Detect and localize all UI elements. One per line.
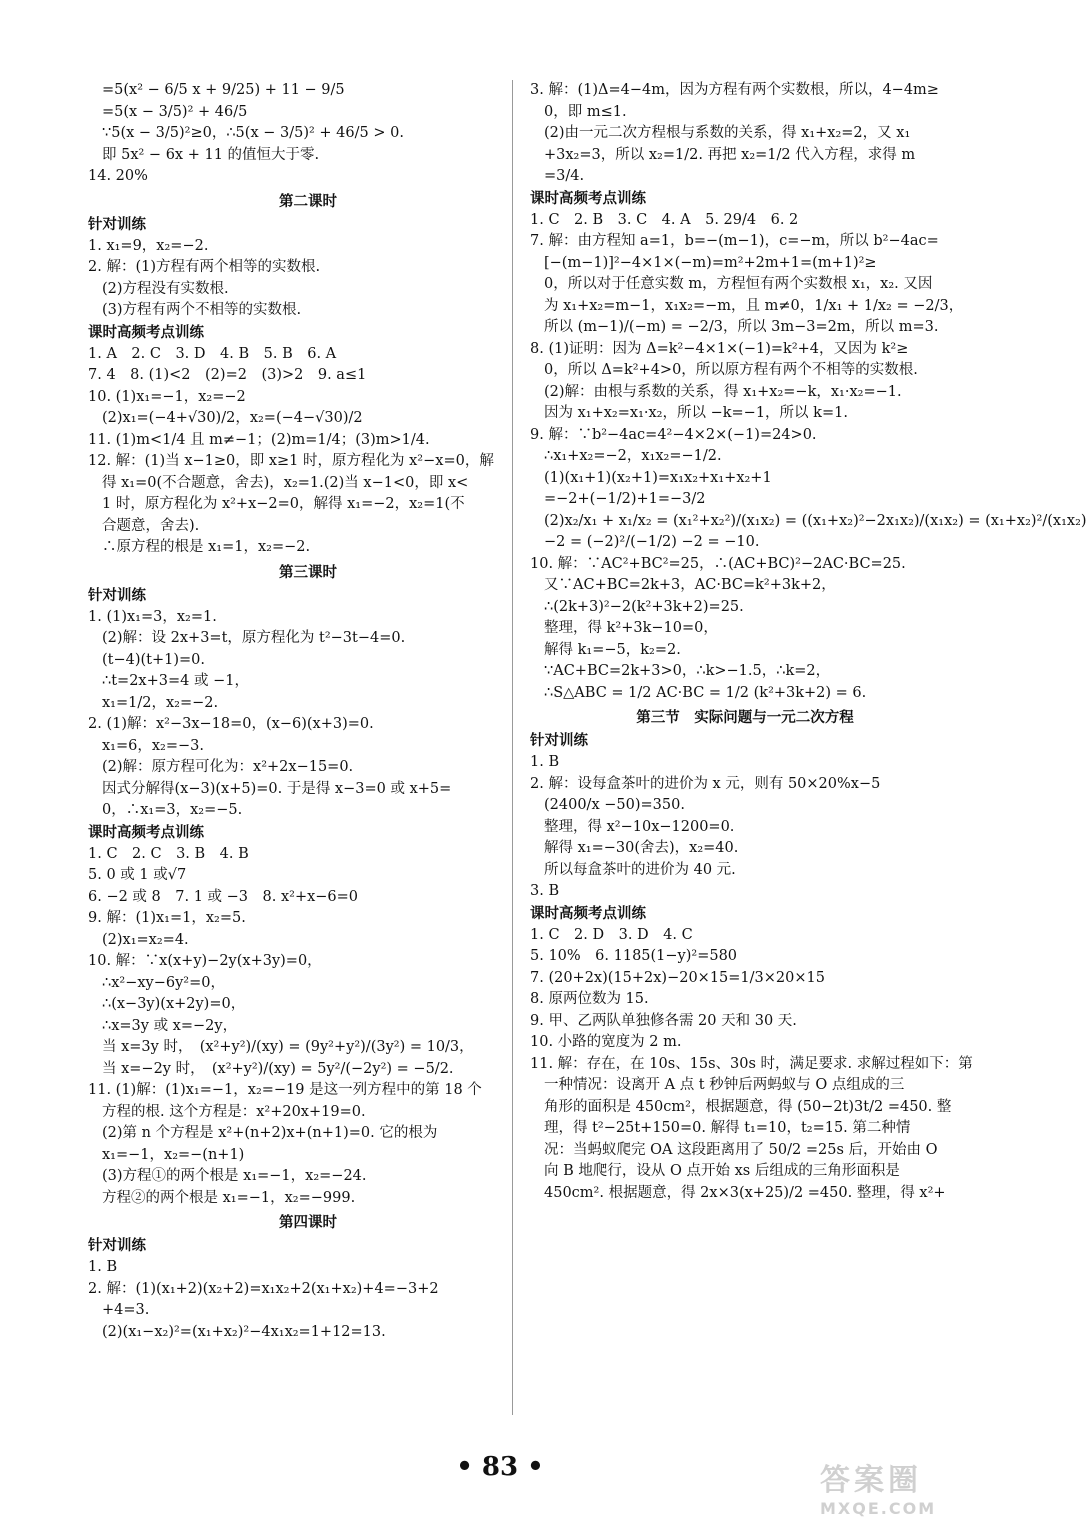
answer-line: 况：当蚂蚁爬完 OA 这段距离用了 50/2 =25s 后，开始由 O [544,1141,938,1158]
answer-line: ∴x=3y 或 x=−2y， [102,1017,238,1034]
answer-line: ∴原方程的根是 x₁=1，x₂=−2. [102,539,311,555]
answer-line: 整理，得 x²−10x−1200=0. [544,818,735,835]
subsection-heading: 针对训练 [88,1237,146,1254]
answer-line: 7. 解：由方程知 a=1，b=−(m−1)，c=−m，所以 b²−4ac= [530,233,939,249]
answer-line: 5. 10% 6. 1185(1−y)²=580 [530,948,738,964]
answer-line: (1)(x₁+1)(x₂+1)=x₁x₂+x₁+x₂+1 [544,469,772,486]
answer-line: =−2+(−1/2)+1=−3/2 [544,491,706,507]
answer-line: ∴(x−3y)(x+2y)=0， [102,996,246,1012]
answer-line: ∵AC+BC=2k+3>0，∴k>−1.5，∴k=2， [544,663,831,679]
column-divider [512,80,513,1415]
answer-line: (2)x₁=x₂=4. [102,931,189,948]
answer-line: 2. 解：设每盒茶叶的进价为 x 元，则有 50×20%x−5 [530,775,881,792]
subsection-heading: 针对训练 [530,732,588,749]
answer-line: (3)方程有两个不相等的实数根. [102,302,302,318]
answer-line: 9. 甲、乙两队单独修各需 20 天和 30 天. [530,1012,797,1029]
answer-line: 10. 解：∵x(x+y)−2y(x+3y)=0， [88,953,322,969]
answer-line: 因为 x₁+x₂=x₁·x₂，所以 −k=−1，所以 k=1. [544,405,848,421]
answer-line: 10. 解：∵AC²+BC²=25，∴(AC+BC)²−2AC·BC=25. [530,555,906,572]
answer-line: 5. 0 或 1 或√7 [88,867,187,883]
answer-line: x₁=1/2，x₂=−2. [102,694,219,711]
answer-line: (2)x₂/x₁ + x₁/x₂ = (x₁²+x₂²)/(x₁x₂) = ((x₁+x₂)²−2x₁x₂)/(x₁x₂) = (x₁+x₂)²/(x₁x₂) [544,512,1087,529]
answer-line: 3. 解：(1)Δ=4−4m，因为方程有两个实数根，所以，4−4m≥ [530,82,939,98]
answer-line: 方程②的两个根是 x₁=−1，x₂=−999. [102,1189,356,1206]
answer-line: =5(x − 3/5)² + 46/5 [102,103,248,120]
watermark-logo [820,1455,980,1518]
answer-line: (2)由一元二次方程根与系数的关系，得 x₁+x₂=2，又 x₁ [544,125,911,141]
answer-line: 11. (1)m<1/4 且 m≠−1；(2)m=1/4；(3)m>1/4. [88,431,430,448]
answer-line: 9. 解：∵b²−4ac=4²−4×2×(−1)=24>0. [530,426,817,443]
section-title: 第二课时 [279,192,337,210]
page-number: • 83 • [456,1452,544,1482]
answer-line: 1. C 2. B 3. C 4. A 5. 29/4 6. 2 [530,211,799,228]
answer-line: 所以 (m−1)/(−m) = −2/3，所以 3m−3=2m，所以 m=3. [544,319,939,335]
answer-line: −2 = (−2)²/(−1/2) −2 = −10. [544,534,760,550]
answer-line: 理，得 t²−25t+150=0. 解得 t₁=10，t₂=15. 第二种情 [544,1120,911,1136]
section-title: 第三节 实际问题与一元二次方程 [636,709,854,726]
subsection-heading: 针对训练 [88,215,146,233]
answer-line: 8. 原两位数为 15. [530,991,649,1007]
answer-line: 角形的面积是 450cm²，根据题意，得 (50−2t)3t/2 =450. 整 [544,1098,952,1115]
answer-line: 10. 小路的宽度为 2 m. [530,1034,682,1050]
answer-line: 1. C 2. C 3. B 4. B [88,845,249,862]
answer-line: 整理，得 k²+3k−10=0， [544,620,718,636]
answer-line: ∴(2k+3)²−2(k²+3k+2)=25. [544,598,744,615]
answer-line: 向 B 地爬行，设从 O 点开始 xs 后组成的三角形面积是 [544,1163,900,1179]
section-title: 第四课时 [279,1214,337,1231]
answer-line: 12. 解：(1)当 x−1≥0，即 x≥1 时，原方程化为 x²−x=0，解 [88,453,494,469]
answer-line: 当 x=−2y 时， (x²+y²)/(xy) = 5y²/(−2y²) = −5/2. [102,1060,454,1077]
answer-line: 7. (20+2x)(15+2x)−20×15=1/3×20×15 [530,969,825,986]
answer-line: (t−4)(t+1)=0. [102,651,206,668]
answer-line: (2)(x₁−x₂)²=(x₁+x₂)²−4x₁x₂=1+12=13. [102,1323,386,1340]
answer-line: 所以每盒茶叶的进价为 40 元. [544,861,736,878]
subsection-heading: 课时高频考点训练 [88,323,204,341]
answer-line: ∴S△ABC = 1/2 AC·BC = 1/2 (k²+3k+2) = 6. [544,684,867,701]
answer-line: 当 x=3y 时， (x²+y²)/(xy) = (9y²+y²)/(3y²) = 10/3， [102,1039,474,1055]
answer-line: 0，所以对于任意实数 m，方程恒有两个实数根 x₁，x₂. 又因 [544,276,933,292]
answer-line: 为 x₁+x₂=m−1，x₁x₂=−m，且 m≠0，1/x₁ + 1/x₂ = −2/3， [544,297,964,314]
answer-line: =5(x² − 6/5 x + 9/25) + 11 − 9/5 [102,82,345,98]
answer-line: 7. 4 8. (1)<2 (2)=2 (3)>2 9. a≤1 [88,367,367,383]
answer-line: 6. −2 或 8 7. 1 或 −3 8. x²+x−6=0 [88,888,359,905]
answer-line: 0，所以 Δ=k²+4>0，所以原方程有两个不相等的实数根. [544,362,918,378]
watermark-bottom: MXQE.COM [820,1499,937,1518]
answer-line: 即 5x² − 6x + 11 的值恒大于零. [102,146,320,163]
answer-line: 1. A 2. C 3. D 4. B 5. B 6. A [88,345,337,362]
answer-line: ∴t=2x+3=4 或 −1， [102,673,249,689]
answer-line: 2. 解：(1)(x₁+2)(x₂+2)=x₁x₂+2(x₁+x₂)+4=−3+2 [88,1280,439,1297]
subsection-heading: 针对训练 [88,586,146,604]
answer-line: 得 x₁=0(不合题意，舍去)，x₂=1.(2)当 x−1<0，即 x< [102,474,469,491]
answer-line: (2)x₁=(−4+√30)/2，x₂=(−4−√30)/2 [102,410,363,426]
answer-line: x₁=−1，x₂=−(n+1) [102,1146,245,1163]
answer-line: (2)解：原方程可化为：x²+2x−15=0. [102,759,354,775]
answer-line: 450cm². 根据题意，得 2x×3(x+25)/2 =450. 整理，得 x²+ [544,1184,946,1201]
answer-line: (2)解：设 2x+3=t，原方程化为 t²−3t−4=0. [102,630,406,646]
answer-line: 2. 解：(1)方程有两个相等的实数根. [88,259,321,275]
subsection-heading: 课时高频考点训练 [530,904,646,922]
answer-line: 2. (1)解：x²−3x−18=0，(x−6)(x+3)=0. [88,716,374,732]
answer-line: 14. 20% [88,168,148,184]
answer-line: 9. 解：(1)x₁=1，x₂=5. [88,910,246,926]
section-title: 第三课时 [279,563,337,581]
answer-line: 11. (1)解：(1)x₁=−1，x₂=−19 是这一列方程中的第 18 个 [88,1082,482,1098]
answer-line: 0，∴x₁=3，x₂=−5. [102,802,243,818]
answer-line: 一种情况：设离开 A 点 t 秒钟后两蚂蚁与 O 点组成的三 [544,1077,905,1093]
answer-line: 解得 x₁=−30(舍去)，x₂=40. [544,840,739,856]
right-column [530,80,1087,1204]
answer-line: 解得 k₁=−5，k₂=2. [544,641,681,658]
answer-line: (2)解：由根与系数的关系，得 x₁+x₂=−k，x₁·x₂=−1. [544,383,902,400]
answer-line: 方程的根. 这个方程是：x²+20x+19=0. [102,1103,366,1120]
answer-line: 10. (1)x₁=−1，x₂=−2 [88,388,246,405]
answer-line: (3)方程①的两个根是 x₁=−1，x₂=−24. [102,1168,367,1184]
subsection-heading: 课时高频考点训练 [88,823,204,841]
answer-line: 1 时，原方程化为 x²+x−2=0，解得 x₁=−2，x₂=1(不 [102,496,465,512]
answer-line: (2)方程没有实数根. [102,280,229,297]
answer-line: 1. x₁=9，x₂=−2. [88,237,209,254]
answer-line: 又∵AC+BC=2k+3，AC·BC=k²+3k+2， [544,577,836,593]
answer-line: 1. (1)x₁=3，x₂=1. [88,608,217,625]
answer-line: [−(m−1)]²−4×1×(−m)=m²+2m+1=(m+1)²≥ [544,254,877,271]
answer-line: 因式分解得(x−3)(x+5)=0. 于是得 x−3=0 或 x+5= [102,780,452,797]
answer-line: ∴x₁+x₂=−2，x₁x₂=−1/2. [544,448,722,464]
answer-line: 8. (1)证明：因为 Δ=k²−4×1×(−1)=k²+4，又因为 k²≥ [530,340,909,357]
answer-line: 1. B [88,1259,118,1275]
answer-line: x₁=6，x₂=−3. [102,737,204,754]
answer-line: 0，即 m≤1. [544,103,627,120]
left-column [88,80,528,1343]
answer-line: =3/4. [544,168,585,184]
answer-line: 3. B [530,883,560,899]
answer-line: 1. C 2. D 3. D 4. C [530,926,693,943]
answer-line: ∴x²−xy−6y²=0， [102,974,225,991]
answer-line: 11. 解：存在，在 10s、15s、30s 时，满足要求. 求解过程如下：第 [530,1055,973,1072]
answer-line: (2)第 n 个方程是 x²+(n+2)x+(n+1)=0. 它的根为 [102,1125,438,1141]
answer-line: (2400/x −50)=350. [544,797,685,813]
answer-line: ∵5(x − 3/5)²≥0，∴5(x − 3/5)² + 46/5 > 0. [102,125,404,141]
subsection-heading: 课时高频考点训练 [530,189,646,207]
answer-line: 1. B [530,754,560,770]
answer-line: +3x₂=3，所以 x₂=1/2. 再把 x₂=1/2 代入方程，求得 m [544,146,916,163]
answer-line: 合题意，舍去). [102,517,200,534]
answer-line: +4=3. [102,1302,150,1318]
watermark-top: 答案圈 [820,1463,922,1498]
